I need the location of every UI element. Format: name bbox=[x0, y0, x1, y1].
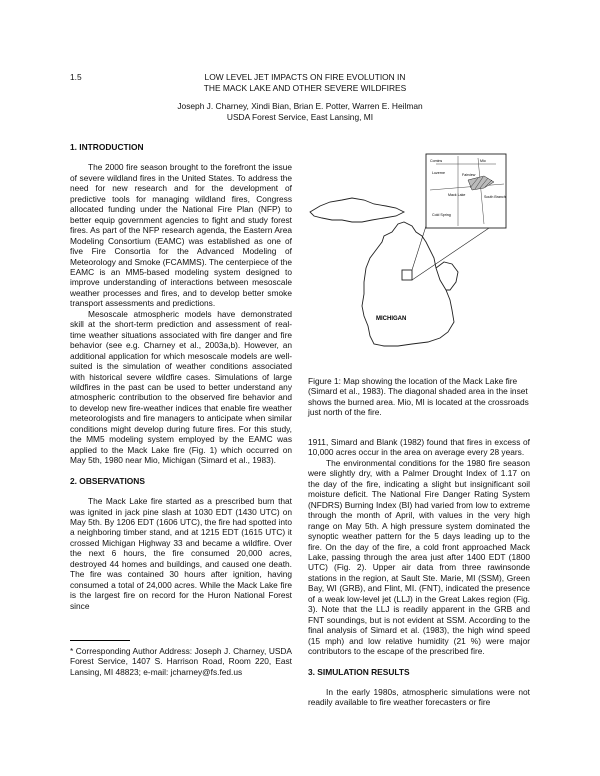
figure-caption bbox=[308, 376, 530, 418]
fire-area-box bbox=[402, 270, 412, 280]
paper-title bbox=[180, 72, 430, 93]
michigan-label: MICHIGAN bbox=[376, 316, 407, 322]
upper-peninsula-outline bbox=[310, 198, 404, 222]
footnote-text: * Corresponding Author Address: Joseph J. Charney, USDA Forest Service, 1407 S. Harrison Road, Room 220, East Lansing, MI 48823; e-mail: jcharney@fs.fed.us bbox=[70, 646, 292, 677]
lower-peninsula-outline bbox=[362, 222, 454, 346]
intro-paragraph-2: Mesoscale atmospheric models have demonstrated skill at the short-term prediction and assessment of real-time weather situations associated with fire danger and fire behavior (see e.g. Charney et al., 2003a,b). However, an additional application for which mesoscale models are well-suited is the simulation of weather conditions associated with historical severe wildfire cases. Simulations of large wildfires in the past can be used to better understand any atmospheric contribution to the observed fire behavior and to develop new fire-weather indices that enable fire weather meteorologists and fire managers to anticipate when similar conditions might develop during future fires. For this study, the MM5 modeling system employed by the EAMC was applied to the Mack Lake fire (Fig. 1) which occurred on May 5th, 1980 near Mio, Michigan (Simard et al., 1983). bbox=[70, 308, 292, 466]
observations-paragraph-1: The Mack Lake fire started as a prescribed burn that was ignited in jack pine slash at 1030 EDT (1430 UTC) on May 5th. By 1206 EDT (1606 UTC), the fire had spotted into a neighboring timber stand, and at 1215 EDT (1615 UTC) it crossed Michigan Highway 33 and became a wildfire. Over the next 6 hours, the fire consumed 20,000 acres, destroyed 44 homes and buildings, and caused one death. The fire was contained 30 hours after ignition, having consumed a total of 24,000 acres. While the Mack Lake fire is the largest fire on record for the Huron National Forest since bbox=[70, 496, 292, 611]
authors: Joseph J. Charney, Xindi Bian, Brian E. Potter, Warren E. Heilman bbox=[177, 101, 423, 111]
right-column bbox=[308, 437, 530, 708]
inset-label-luzerne: Luzerne bbox=[432, 171, 445, 175]
inset-label-mack-lake: Mack Lake bbox=[448, 193, 466, 197]
left-column bbox=[70, 142, 292, 611]
inset-label-mio: Mio bbox=[480, 159, 486, 163]
author-block bbox=[150, 101, 450, 122]
title-line-1: LOW LEVEL JET IMPACTS ON FIRE EVOLUTION IN bbox=[204, 72, 406, 82]
leader-line bbox=[412, 226, 426, 270]
inset-label-cold-spring: Cold Spring bbox=[432, 213, 451, 217]
inset-label-south-branch: South Branch bbox=[484, 195, 506, 199]
simulation-heading: 3. SIMULATION RESULTS bbox=[308, 666, 410, 677]
figure-1-caption: Figure 1: Map showing the location of the Mack Lake fire (Simard et al., 1983). The diagonal shaded area in the inset shows the burned area. Mio, MI is located at the crossroads just north of the fire. bbox=[308, 376, 529, 418]
inset-label-comins: Comins bbox=[430, 159, 443, 163]
thumb-outline bbox=[436, 262, 458, 290]
footnote bbox=[70, 646, 292, 677]
observations-heading: 2. OBSERVATIONS bbox=[70, 475, 145, 486]
inset-label-fairview: Fairview bbox=[462, 173, 476, 177]
leader-line bbox=[412, 226, 492, 280]
right-paragraph-2: The environmental conditions for the 1980 fire season were slightly dry, with a Palmer Drought Index of 1.17 on the day of the fire, indicating a slight but insignificant soil moisture deficit. The National Fire Danger Rating System (NFDRS) Burning Index (BI) had varied from low to extreme through the month of April, with values in the very high range on May 5th. A high pressure system dominated the synoptic weather pattern for the 5 days leading up to the fire. On the day of the fire, a cold front approached Mack Lake, passing through the area just after 1400 EDT (1800 UTC) (Fig. 2). Upper air data from three rawinsonde stations in the region, at Sault Ste. Marie, MI (SSM), Green Bay, WI (GRB), and Flint, MI. (FNT), indicated the presence of a weak low-level jet (LLJ) in the Great Lakes region (Fig. 3). Note that the LLJ is readily apparent in the GRB and FNT soundings, but is not evident at SSM. According to the final analysis of Simard et al. (1983), the high wind speed (15 mph) and low relative humidity (21 %) were major contributors to the escape of the prescribed fire. bbox=[308, 457, 530, 657]
simulation-paragraph-1: In the early 1980s, atmospheric simulations were not readily available to fire weather forecasters or fire bbox=[308, 686, 530, 708]
michigan-map-figure bbox=[308, 140, 530, 362]
paper-number: 1.5 bbox=[70, 72, 82, 82]
right-paragraph-1: 1911, Simard and Blank (1982) found that fires in excess of 10,000 acres occur in the area on average every 28 years. bbox=[308, 437, 530, 458]
footnote-divider bbox=[70, 640, 130, 641]
title-line-2: THE MACK LAKE AND OTHER SEVERE WILDFIRES bbox=[203, 82, 407, 93]
intro-paragraph-1: The 2000 fire season brought to the forefront the issue of severe wildland fires in the United States. To address the need for new research and for the development of predictive tools for managing wildland fires, Congress allocated funding under the National Fire Plan (NFP) to better equip government agencies to fight and study forest fires. As part of the NFP research agenda, the Eastern Area Modeling Consortium (EAMC) was established as one of five Fire Consortia for the Advanced Modeling of Meteorology and Smoke (FCAMMS). The centerpiece of the EAMC is an MM5-based modeling system designed to improve understanding of interactions between mesoscale weather processes and fires, and to develop better smoke transport assessments and predictions. bbox=[70, 162, 292, 309]
affiliation: USDA Forest Service, East Lansing, MI bbox=[226, 111, 374, 122]
intro-heading: 1. INTRODUCTION bbox=[70, 142, 144, 152]
